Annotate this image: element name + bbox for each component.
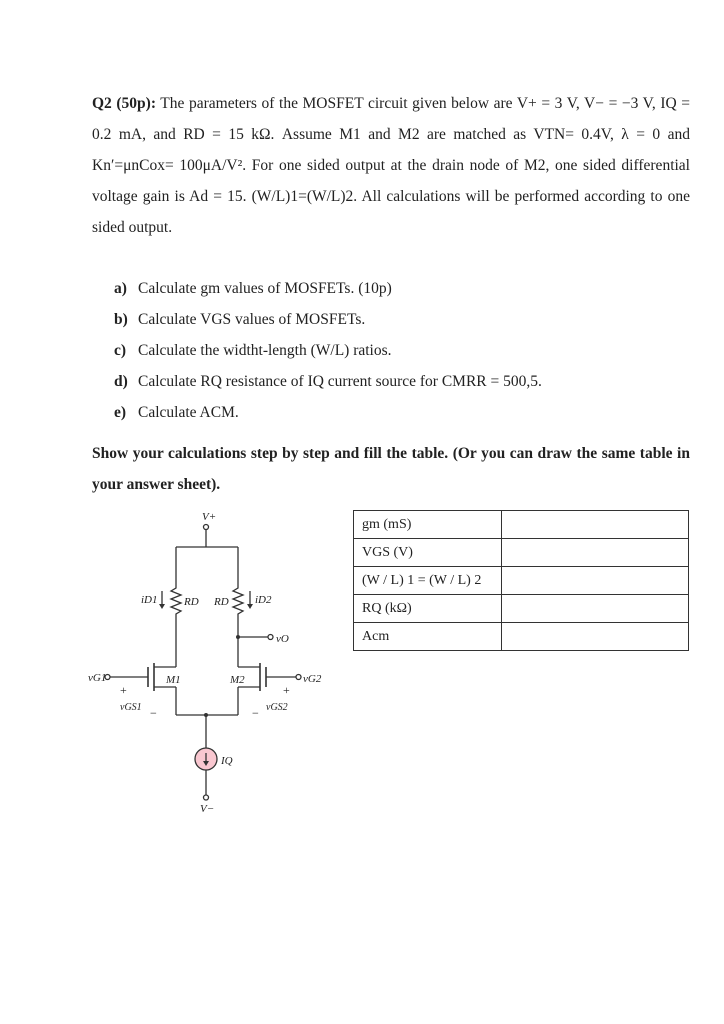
part-text: Calculate VGS values of MOSFETs. <box>138 311 366 328</box>
vgs2-plus: + <box>283 683 290 697</box>
vgs2-label: vGS2 <box>266 702 288 713</box>
vgs1-plus: + <box>120 683 127 697</box>
rd1-label: RD <box>184 596 199 608</box>
part-text: Calculate the widtht-length (W/L) ratios. <box>138 342 392 359</box>
id1-arrow-icon <box>159 604 165 609</box>
id2-arrow-icon <box>247 604 253 609</box>
vplus-label: V+ <box>202 511 217 523</box>
answer-table <box>353 510 689 651</box>
table-row <box>354 595 689 623</box>
vg2-label: vG2 <box>303 673 322 685</box>
part-d <box>114 372 542 392</box>
row-label: (W / L) 1 = (W / L) 2 <box>354 567 502 595</box>
table-row <box>354 511 689 539</box>
vo-label: vO <box>276 633 289 645</box>
question-label: Q2 (50p): <box>92 95 156 112</box>
rd2-resistor <box>233 583 243 620</box>
part-text: Calculate RQ resistance of IQ current source for CMRR = 500,5. <box>138 373 542 390</box>
part-letter: d) <box>114 373 128 390</box>
part-e <box>114 403 239 423</box>
part-a <box>114 279 392 299</box>
m2-label: M2 <box>230 674 245 686</box>
vplus-terminal <box>204 525 209 530</box>
iq-label: IQ <box>221 755 233 767</box>
answer-cell[interactable] <box>502 511 689 539</box>
part-letter: a) <box>114 280 127 297</box>
row-label: gm (mS) <box>354 511 502 539</box>
diff-amp-circuit <box>80 505 330 820</box>
table-row <box>354 567 689 595</box>
question-paragraph <box>92 88 690 243</box>
answer-cell[interactable] <box>502 623 689 651</box>
id2-label: iD2 <box>255 594 272 606</box>
row-label: RQ (kΩ) <box>354 595 502 623</box>
vg1-label: vG1 <box>88 672 107 684</box>
part-letter: e) <box>114 404 127 421</box>
vg2-terminal[interactable] <box>296 675 301 680</box>
part-letter: c) <box>114 342 127 359</box>
m1-label: M1 <box>166 674 181 686</box>
vminus-label: V− <box>200 803 215 815</box>
vgs1-label: vGS1 <box>120 702 142 713</box>
rd2-label: RD <box>214 596 229 608</box>
answer-cell[interactable] <box>502 539 689 567</box>
vgs2-minus: − <box>252 706 259 720</box>
row-label: VGS (V) <box>354 539 502 567</box>
part-b <box>114 310 365 330</box>
instruction-text: Show your calculations step by step and fill the table. (Or you can draw the same table in your answer sheet). <box>92 445 690 493</box>
part-text: Calculate gm values of MOSFETs. (10p) <box>138 280 392 297</box>
vgs1-minus: − <box>150 706 157 720</box>
vo-terminal <box>268 635 273 640</box>
rd1-resistor <box>171 583 181 620</box>
part-c <box>114 341 392 361</box>
answer-cell[interactable] <box>502 595 689 623</box>
id1-label: iD1 <box>141 594 158 606</box>
part-letter: b) <box>114 311 128 328</box>
vminus-terminal <box>204 795 209 800</box>
table-row <box>354 623 689 651</box>
part-text: Calculate ACM. <box>138 404 239 421</box>
row-label: Acm <box>354 623 502 651</box>
answer-cell[interactable] <box>502 567 689 595</box>
table-row <box>354 539 689 567</box>
question-text: The parameters of the MOSFET circuit given below are V+ = 3 V, V− = −3 V, IQ = 0.2 mA, and RD = 15 kΩ. Assume M1 and M2 are matched as VTN= 0.4V, λ = 0 and Kn′=μnCox= 100μA/V². For one sided output at the drain node of M2, one sided differential voltage gain is Ad = 15. (W/L)1=(W/L)2. All calculations will be performed according to one sided output. <box>92 95 690 236</box>
